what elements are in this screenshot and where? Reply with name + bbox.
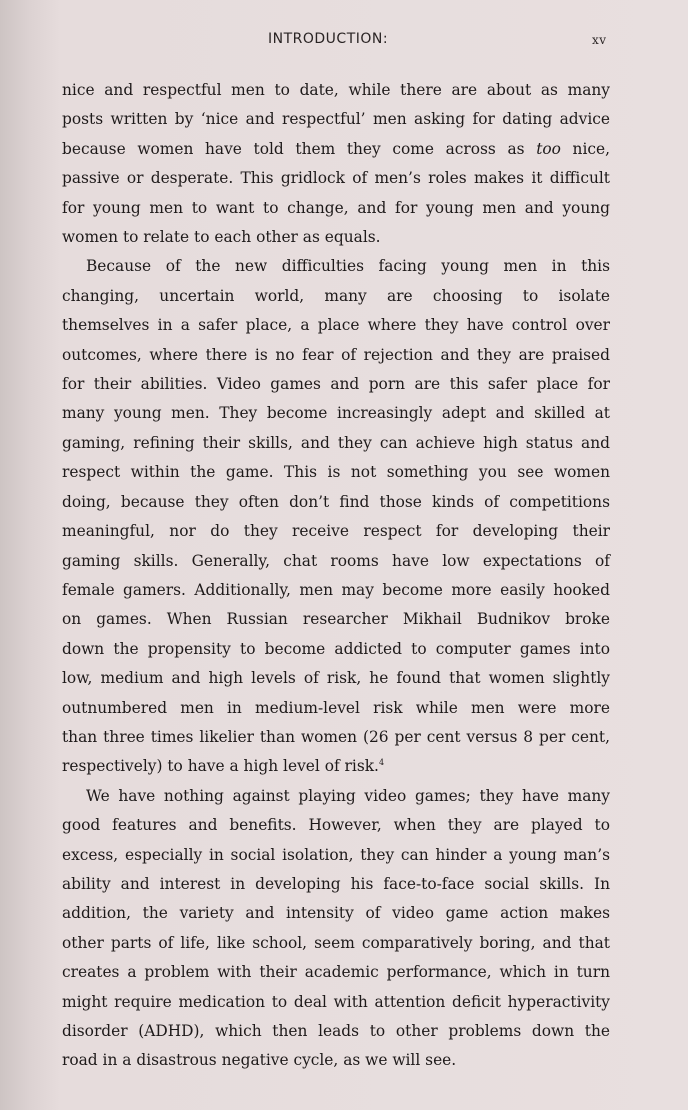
text-line: doing, because they often don’t find those kinds of competitions bbox=[62, 492, 610, 511]
text-line: low, medium and high levels of risk, he found that women slightly bbox=[62, 669, 610, 688]
text-line: meaningful, nor do they receive respect for developing their bbox=[62, 522, 610, 541]
text-line: respectively) to have a high level of risk. bbox=[62, 757, 379, 776]
text-line: other parts of life, like school, seem comparatively boring, and that bbox=[62, 933, 610, 952]
text-line: gaming skills. Generally, chat rooms have low expectations of bbox=[62, 551, 610, 570]
text-line: down the propensity to become addicted to computer games into bbox=[62, 639, 610, 658]
text-line: Because of the new difficulties facing young men in this bbox=[86, 257, 610, 276]
text-line: for young men to want to change, and for young men and young bbox=[62, 198, 610, 217]
text-line: outnumbered men in medium-level risk while men were more bbox=[62, 698, 610, 717]
text-line: gaming, refining their skills, and they can achieve high status and bbox=[62, 433, 610, 452]
text-line: on games. When Russian researcher Mikhail Budnikov broke bbox=[62, 610, 610, 629]
footnote-reference[interactable]: 4 bbox=[378, 758, 385, 768]
text-line: themselves in a safer place, a place where they have control over bbox=[62, 316, 610, 335]
running-head bbox=[0, 31, 688, 51]
text-line: changing, uncertain world, many are choosing to isolate bbox=[62, 286, 610, 305]
text-line: posts written by ‘nice and respectful’ men asking for dating advice bbox=[62, 110, 610, 129]
text-line: because women have told them they come across as too nice, bbox=[62, 139, 610, 158]
text-line: We have nothing against playing video games; they have many bbox=[86, 786, 610, 805]
text-line: women to relate to each other as equals. bbox=[62, 228, 381, 247]
paragraph-3 bbox=[62, 782, 610, 1076]
text-line: than three times likelier than women (26 per cent versus 8 per cent, bbox=[62, 727, 610, 746]
running-title: INTRODUCTION: bbox=[268, 31, 389, 47]
text-line-with-footnote bbox=[62, 752, 610, 781]
text-line: outcomes, where there is no fear of rejection and they are praised bbox=[62, 345, 610, 364]
text-line: addition, the variety and intensity of video game action makes bbox=[62, 904, 610, 923]
text-line: excess, especially in social isolation, they can hinder a young man’s bbox=[62, 845, 610, 864]
text-line: many young men. They become increasingly adept and skilled at bbox=[62, 404, 610, 423]
text-line: respect within the game. This is not something you see women bbox=[62, 463, 610, 482]
page-number: xv bbox=[592, 33, 607, 47]
text-line: female gamers. Additionally, men may become more easily hooked bbox=[62, 580, 610, 599]
text-line: creates a problem with their academic performance, which in turn bbox=[62, 963, 610, 982]
text-line: road in a disastrous negative cycle, as we will see. bbox=[62, 1051, 457, 1070]
text-line: passive or desperate. This gridlock of men’s roles makes it difficult bbox=[62, 169, 610, 188]
text-line: ability and interest in developing his face-to-face social skills. In bbox=[62, 874, 610, 893]
text-line: disorder (ADHD), which then leads to other problems down the bbox=[62, 1022, 610, 1040]
text-line: might require medication to deal with attention deficit hyperactivity bbox=[62, 992, 610, 1011]
paragraph-1 bbox=[62, 76, 610, 252]
body-text bbox=[62, 76, 610, 1076]
text-line: for their abilities. Video games and porn are this safer place for bbox=[62, 375, 610, 394]
paragraph-2 bbox=[62, 252, 610, 781]
text-line: good features and benefits. However, when they are played to bbox=[62, 816, 610, 835]
text-line: nice and respectful men to date, while there are about as many bbox=[62, 81, 610, 99]
